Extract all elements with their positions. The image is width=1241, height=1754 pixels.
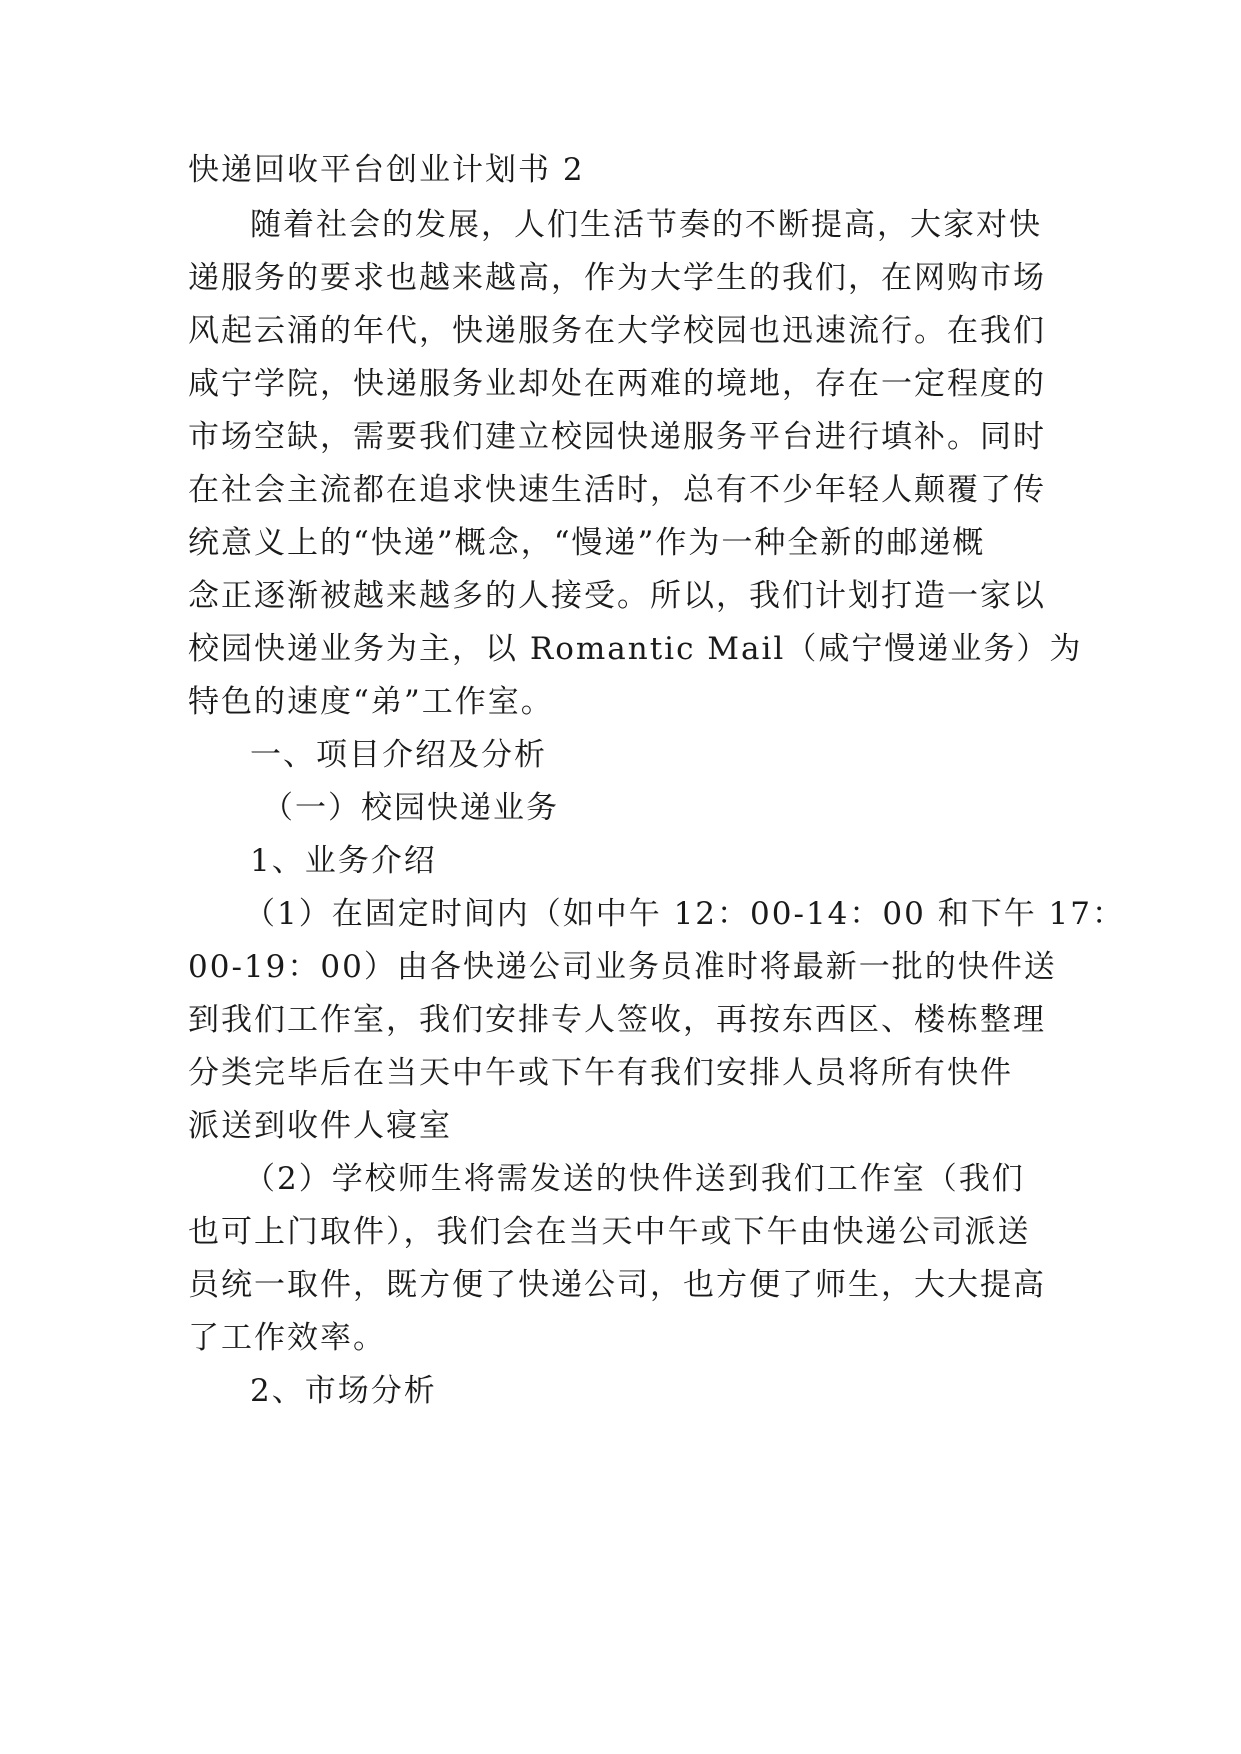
document-title: 快递回收平台创业计划书 2: [188, 152, 585, 188]
intro-line-5: 市场空缺，需要我们建立校园快递服务平台进行填补。同时: [188, 419, 1046, 455]
intro-line-3: 风起云涌的年代，快递服务在大学校园也迅速流行。在我们: [188, 313, 1046, 349]
point-one-line-2: 00-19：00）由各快递公司业务员准时将最新一批的快件送: [188, 949, 1057, 985]
intro-line-2: 递服务的要求也越来越高，作为大学生的我们，在网购市场: [188, 260, 1046, 296]
intro-line-8: 念正逐渐被越来越多的人接受。所以，我们计划打造一家以: [188, 578, 1046, 614]
item-heading-two: 2、市场分析: [250, 1373, 437, 1409]
point-two-line-3: 员统一取件，既方便了快递公司，也方便了师生，大大提高: [188, 1267, 1046, 1303]
intro-line-10: 特色的速度“弟”工作室。: [188, 684, 554, 720]
intro-line-1: 随着社会的发展，人们生活节奏的不断提高，大家对快: [250, 207, 1042, 243]
point-one-line-3: 到我们工作室，我们安排专人签收，再按东西区、楼栋整理: [188, 1002, 1046, 1038]
intro-line-6: 在社会主流都在追求快速生活时，总有不少年轻人颠覆了传: [188, 472, 1046, 508]
intro-line-4: 咸宁学院，快递服务业却处在两难的境地，存在一定程度的: [188, 366, 1046, 402]
point-one-line-4: 分类完毕后在当天中午或下午有我们安排人员将所有快件: [188, 1055, 1013, 1091]
point-two-line-2: 也可上门取件），我们会在当天中午或下午由快递公司派送: [188, 1214, 1031, 1250]
intro-line-7: 统意义上的“快递”概念，“慢递”作为一种全新的邮递概: [188, 525, 986, 561]
item-heading-one: 1、业务介绍: [250, 843, 437, 879]
point-one-line-5: 派送到收件人寝室: [188, 1108, 452, 1144]
intro-line-9: 校园快递业务为主，以 Romantic Mail（咸宁慢递业务）为: [188, 631, 1083, 667]
point-one-line-1: （1）在固定时间内（如中午 12：00-14：00 和下午 17：: [244, 896, 1125, 932]
point-two-line-4: 了工作效率。: [188, 1320, 386, 1356]
subsection-heading-one: （一）校园快递业务: [262, 790, 559, 826]
section-heading-one: 一、项目介绍及分析: [250, 737, 547, 773]
point-two-line-1: （2）学校师生将需发送的快件送到我们工作室（我们: [244, 1161, 1025, 1197]
